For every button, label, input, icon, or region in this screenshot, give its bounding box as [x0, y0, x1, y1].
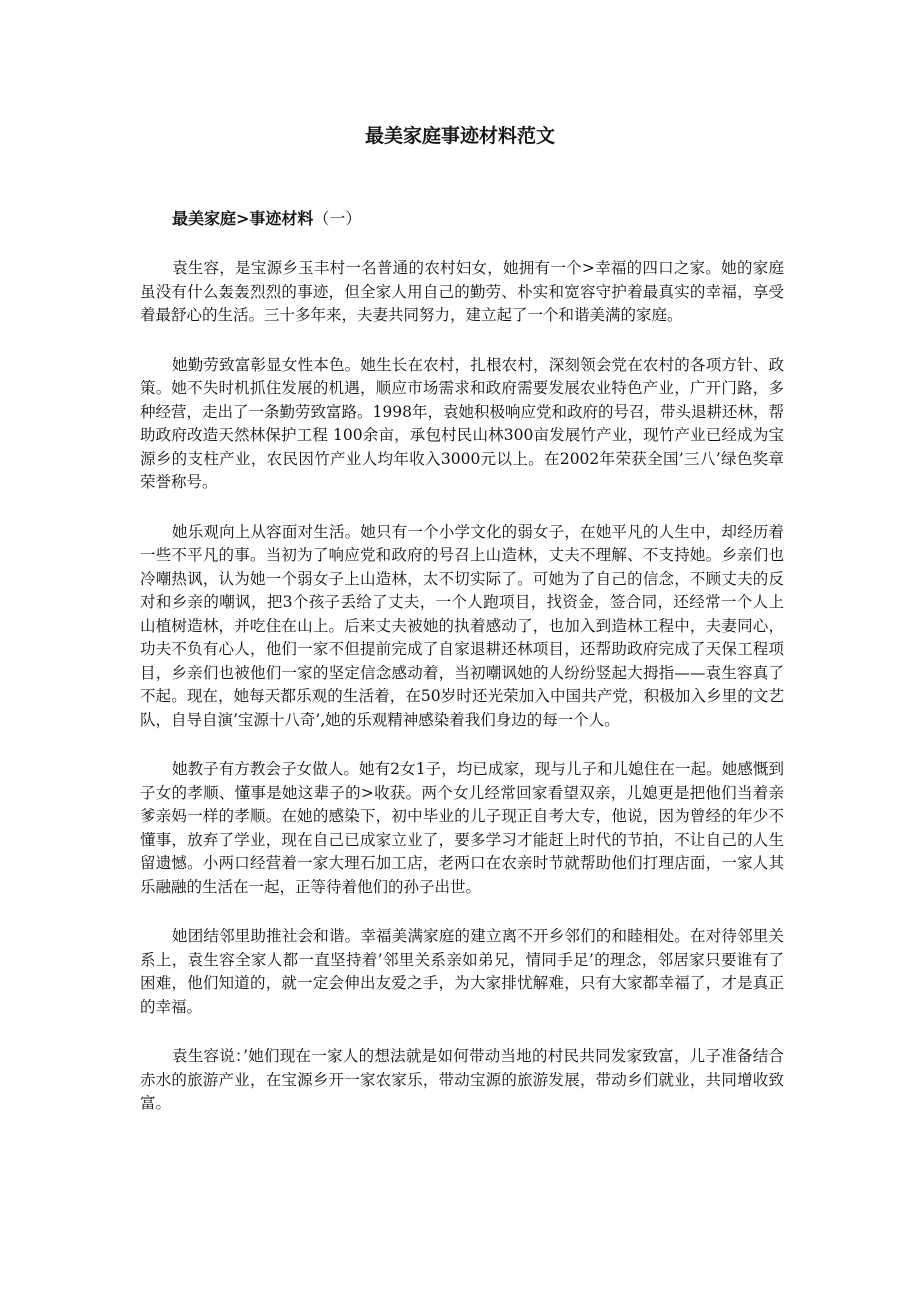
paragraph: 她教子有方教会子女做人。她有2女1子，均已成家，现与儿子和儿媳住在一起。她感慨到子女的孝顺、懂事是她这辈子的>收获。两个女儿经常回家看望双亲，儿媳更是把他们当着亲爹亲妈一样的孝顺。在她的感染下，初中毕业的儿子现正自考大专，他说，因为曾经的年少不懂事，放弃了学业，现在自己已成家立业了，要多学习才能赶上时代的节拍，不让自己的人生留遗憾。小两口经营着一家大理石加工店，老两口在农亲时节就帮助他们打理店面，一家人其乐融融的生活在一起，正等待着他们的孙子出世。: [140, 760, 784, 896]
page-title: 最美家庭事迹材料范文: [364, 125, 555, 147]
document-body: [140, 257, 784, 1142]
section-heading-suffix: （一）: [313, 209, 362, 228]
paragraph: 她团结邻里助推社会和谐。幸福美满家庭的建立离不开乡邻们的和睦相处。在对待邻里关系上，袁生容全家人都一直坚持着’邻里关系亲如弟兄，情同手足’的理念，邻居家只要谁有了困难，他们知道的，就一定会伸出友爱之手，为大家排忧解难，只有大家都幸福了，才是真正的幸福。: [140, 927, 784, 1016]
paragraph: 袁生容说：’她们现在一家人的想法就是如何带动当地的村民共同发家致富，儿子准备结合赤水的旅游产业，在宝源乡开一家农家乐，带动宝源的旅游发展，带动乡们就业，共同增收致富。: [140, 1047, 784, 1112]
section-heading-bold: 最美家庭>事迹材料: [172, 209, 314, 228]
paragraph: 袁生容，是宝源乡玉丰村一名普通的农村妇女，她拥有一个>幸福的四口之家。她的家庭虽没有什么轰轰烈烈的事迹，但全家人用自己的勤劳、朴实和宽容守护着最真实的幸福，享受着最舒心的生活。三十多年来，夫妻共同努力，建立起了一个和谐美满的家庭。: [140, 259, 784, 324]
section-heading: [172, 206, 361, 232]
paragraph: 她乐观向上从容面对生活。她只有一个小学文化的弱女子，在她平凡的人生中，却经历着一些不平凡的事。当初为了响应党和政府的号召上山造林，丈夫不理解、不支持她。乡亲们也冷嘲热讽，认为她一个弱女子上山造林，太不切实际了。可她为了自己的信念，不顾丈夫的反对和乡亲的嘲讽，把3个孩子丢给了丈夫，一个人跑项目，找资金，签合同，还经常一个人上山植树造林，并吃住在山上。后来丈夫被她的执着感动了，也加入到造林工程中，夫妻同心，功夫不负有心人，他们一家不但提前完成了自家退耕还林项目，还帮助政府完成了天保工程项目，乡亲们也被他们一家的坚定信念感动着，当初嘲讽她的人纷纷竖起大拇指——袁生容真了不起。现在，她每天都乐观的生活着，在50岁时还光荣加入中国共产党，积极加入乡里的文艺队，自导自演’宝源十八奇’,她的乐观精神感染着我们身边的每一个人。: [140, 522, 784, 729]
paragraph: 她勤劳致富彰显女性本色。她生长在农村，扎根农村，深刻领会党在农村的各项方针、政策。她不失时机抓住发展的机遇，顺应市场需求和政府需要发展农业特色产业，广开门路，多种经营，走出了一条勤劳致富路。1998年，袁她积极响应党和政府的号召，带头退耕还林，帮助政府改造天然林保护工程 100余亩，承包村民山林300亩发展竹产业，现竹产业已经成为宝源乡的支柱产业，农民因竹产业人均年收入3000元以上。在2002年荣获全国’三八’绿色奖章荣誉称号。: [140, 355, 784, 491]
